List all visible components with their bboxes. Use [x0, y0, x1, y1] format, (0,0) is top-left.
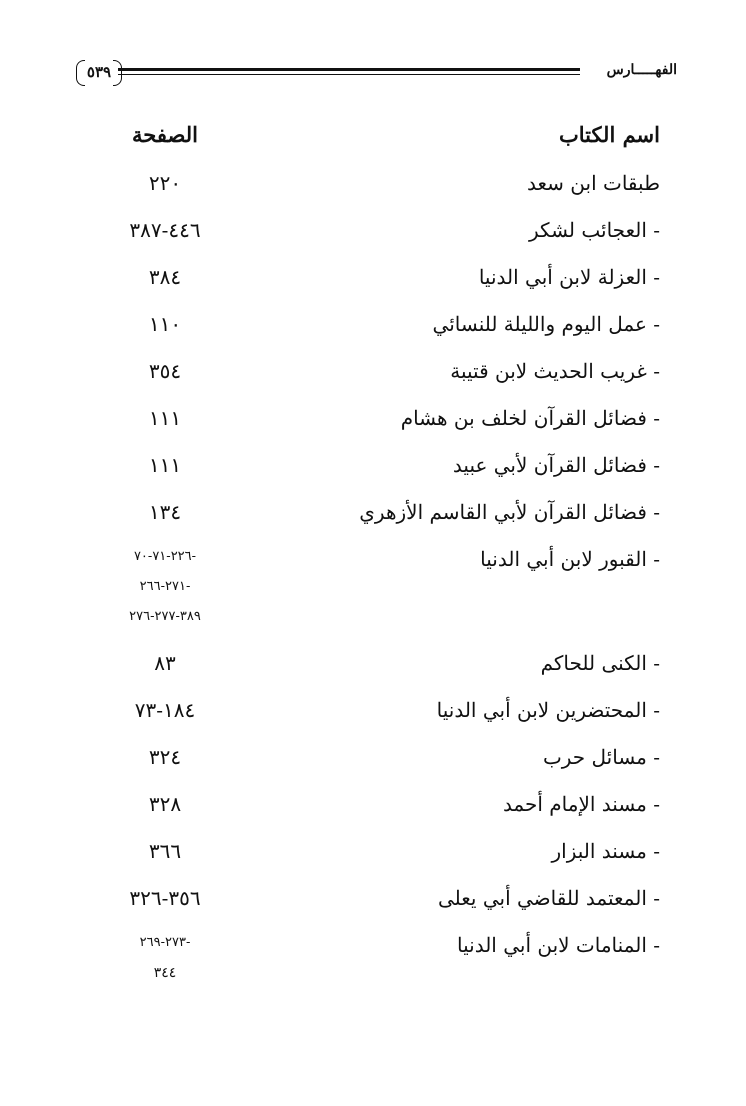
page-reference-line: ٣٥٤	[148, 359, 182, 383]
page-reference-line: ٨٣	[154, 651, 176, 675]
index-row	[0, 495, 746, 542]
book-name: - المنامات لابن أبي الدنيا	[457, 933, 660, 957]
page-reference-line: ٣٥٦-٣٢٦	[129, 886, 201, 910]
running-header-title: الفهـــــارس	[606, 62, 677, 78]
book-name: - القبور لابن أبي الدنيا	[480, 547, 660, 571]
bracket-right-icon	[113, 60, 122, 86]
page-reference-line: ٣٢٤	[148, 745, 182, 769]
index-row	[0, 646, 746, 693]
index-row	[0, 693, 746, 740]
index-row	[0, 166, 746, 213]
page-reference-line: -٢٢٦-٧١-٧٠	[133, 549, 197, 564]
page-reference-line: -٢٧٣-٢٦٩	[139, 935, 191, 950]
index-row	[0, 834, 746, 881]
page-reference-line: ١٣٤	[148, 500, 182, 524]
index-row	[0, 260, 746, 307]
page-reference-line: -٢٧١-٢٦٦	[139, 579, 191, 594]
book-name: - فضائل القرآن لأبي عبيد	[452, 453, 660, 477]
book-name: - المحتضرين لابن أبي الدنيا	[436, 698, 660, 722]
book-name: - غريب الحديث لابن قتيبة	[450, 359, 660, 383]
page-references	[100, 495, 230, 529]
page-references	[100, 542, 230, 632]
page-reference-line: ٣٨٩-٢٧٧-٢٧٦	[129, 609, 201, 624]
page-references	[100, 307, 230, 341]
index-row	[0, 881, 746, 928]
book-name: طبقات ابن سعد	[527, 171, 660, 195]
index-list	[0, 166, 746, 981]
page-number	[76, 58, 122, 86]
column-header-book-name: اسم الكتاب	[558, 122, 660, 147]
page-reference-line: ٣٢٨	[148, 792, 182, 816]
page-reference-line: ١٨٤-٧٣	[134, 698, 196, 722]
header-rule	[118, 68, 580, 71]
book-name: - المعتمد للقاضي أبي يعلى	[437, 886, 660, 910]
page-references	[100, 166, 230, 200]
page-references	[100, 401, 230, 435]
header-rule-thin	[118, 74, 580, 75]
book-name: - فضائل القرآن لخلف بن هشام	[400, 406, 660, 430]
index-row	[0, 740, 746, 787]
index-row	[0, 307, 746, 354]
page-reference-line: ١١١	[148, 453, 182, 477]
page-reference-line: ١١٠	[148, 312, 182, 336]
index-row	[0, 448, 746, 495]
page-reference-line: ٣٨٤	[148, 265, 182, 289]
page-references	[100, 646, 230, 680]
page-references	[100, 834, 230, 868]
book-name: - مسند البزار	[551, 839, 660, 863]
page-references	[100, 881, 230, 915]
book-name: - مسند الإمام أحمد	[502, 792, 660, 816]
page-reference-line: ٤٤٦-٣٨٧	[129, 218, 201, 242]
page-reference-line: ٢٢٠	[148, 171, 182, 195]
index-row	[0, 401, 746, 448]
page-reference-line: ٣٦٦	[148, 839, 182, 863]
book-name: - الكنى للحاكم	[540, 651, 660, 675]
index-row	[0, 354, 746, 401]
book-name: - فضائل القرآن لأبي القاسم الأزهري	[359, 500, 660, 524]
book-name: - عمل اليوم والليلة للنسائي	[432, 312, 660, 336]
page-references	[100, 693, 230, 727]
book-name: - مسائل حرب	[542, 745, 660, 769]
column-header-page: الصفحة	[132, 122, 198, 147]
index-row	[0, 213, 746, 260]
book-name: - العجائب لشكر	[529, 218, 660, 242]
page-references	[100, 740, 230, 774]
index-row	[0, 928, 746, 981]
page-references	[100, 928, 230, 988]
page-references	[100, 260, 230, 294]
index-row	[0, 542, 746, 646]
page-references	[100, 448, 230, 482]
index-row	[0, 787, 746, 834]
page-number-text: ٥٣٩	[86, 63, 112, 81]
page-references	[100, 213, 230, 247]
page-reference-line: ١١١	[148, 406, 182, 430]
book-name: - العزلة لابن أبي الدنيا	[478, 265, 660, 289]
page-reference-line: ٣٤٤	[153, 965, 177, 981]
page-references	[100, 354, 230, 388]
bracket-left-icon	[76, 60, 85, 86]
page-references	[100, 787, 230, 821]
